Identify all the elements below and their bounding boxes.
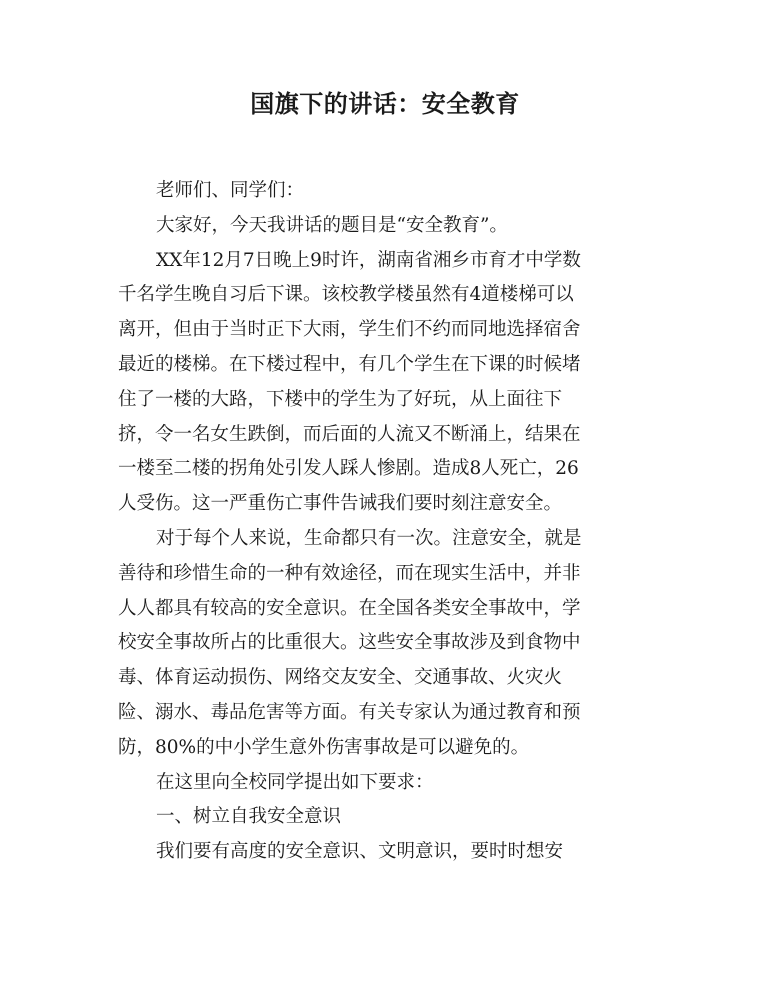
text-line: 善待和珍惜生命的一种有效途径，而在现实生活中，并非 [118,562,581,584]
paragraph-safety-importance [118,522,648,766]
document-title: 国旗下的讲话：安全教育 [250,90,520,118]
text-line: 一楼至二楼的拐角处引发人踩人惨剧。造成8人死亡，26 [118,458,579,480]
text-line: 离开，但由于当时正下大雨，学生们不约而同地选择宿舍 [118,319,581,341]
text-line: 老师们、同学们： [156,180,305,201]
text-line: 防，80%的中小学生意外伤害事故是可以避免的。 [118,736,530,758]
paragraph-requirements-intro [118,766,648,801]
text-line: 我们要有高度的安全意识、文明意识，要时时想安 [156,841,564,863]
paragraph-incident [118,244,648,522]
text-line: 人受伤。这一严重伤亡事件告诫我们要时刻注意安全。 [118,493,563,515]
section-heading [118,800,648,835]
text-line: 险、溺水、毒品危害等方面。有关专家认为通过教育和预 [118,701,581,723]
text-line: 人人都具有较高的安全意识。在全国各类安全事故中，学 [118,597,581,619]
text-line: 大家好，今天我讲话的题目是“安全教育”。 [156,214,508,236]
paragraph-intro [118,209,648,244]
text-line: 挤，令一名女生跌倒，而后面的人流又不断涌上，结果在 [118,423,581,445]
text-line: XX年12月7日晚上9时许，湖南省湘乡市育才中学数 [156,249,581,271]
text-line: 最近的楼梯。在下楼过程中，有几个学生在下课的时候堵 [118,353,581,375]
text-line: 住了一楼的大路，下楼中的学生为了好玩，从上面往下 [118,388,563,410]
text-line: 在这里向全校同学提出如下要求： [156,771,434,793]
text-line: 一、树立自我安全意识 [156,806,342,828]
document-body [118,174,648,870]
text-line: 对于每个人来说，生命都只有一次。注意安全，就是 [156,527,582,549]
text-line: 校安全事故所占的比重很大。这些安全事故涉及到食物中 [118,632,581,654]
paragraph-awareness [118,835,648,870]
paragraph-greeting [118,174,648,209]
text-line: 千名学生晚自习后下课。该校教学楼虽然有4道楼梯可以 [118,284,574,306]
text-line: 毒、体育运动损伤、网络交友安全、交通事故、火灾火 [118,667,563,689]
